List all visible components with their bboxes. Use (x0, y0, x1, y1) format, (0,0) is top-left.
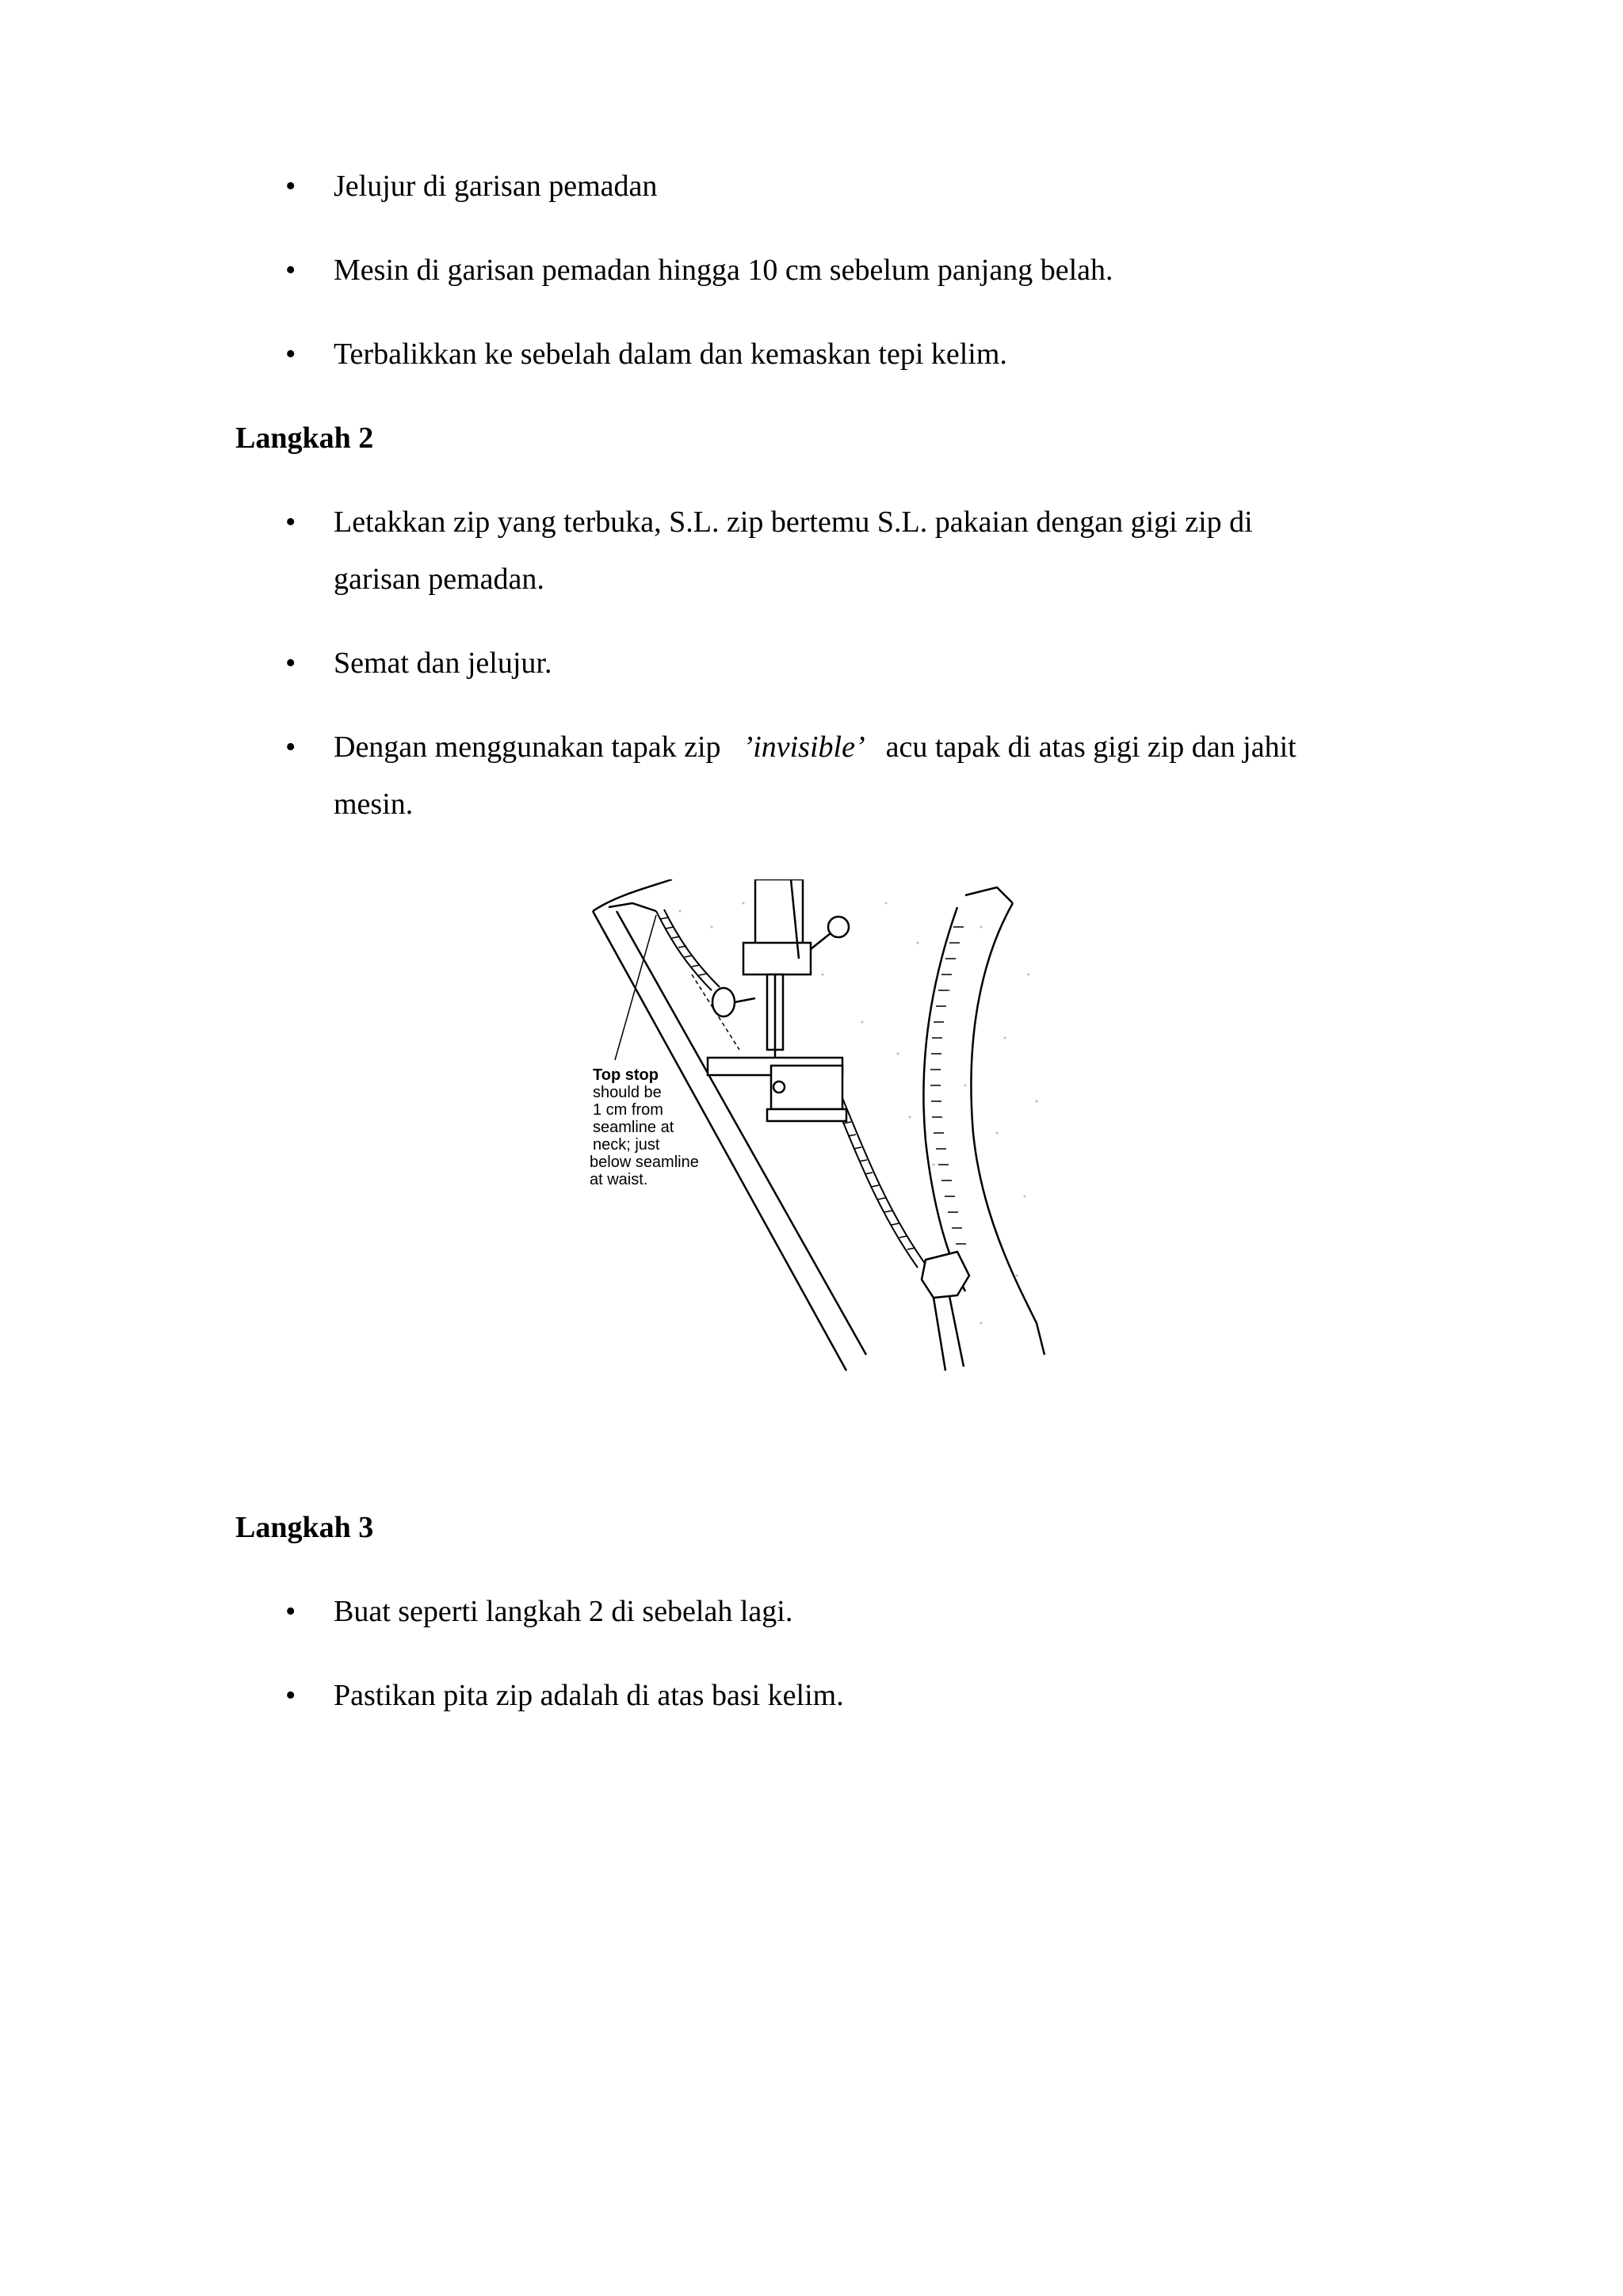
presser-foot (708, 879, 849, 1121)
list-item-text: garisan pemadan. (334, 563, 544, 596)
list-item-text: Semat dan jelujur. (334, 646, 552, 680)
list-item-text: Mesin di garisan pemadan hingga 10 cm sebelum panjang belah. (334, 254, 1113, 287)
list-item-text: Jelujur di garisan pemadan (334, 170, 658, 203)
step-2-heading: Langkah 2 (235, 421, 374, 455)
bullet-icon: • (285, 1595, 296, 1628)
figure-caption (590, 1066, 699, 1188)
bullet-icon: • (285, 505, 296, 539)
caption-line: seamline at (593, 1119, 674, 1136)
list-item-text: Terbalikkan ke sebelah dalam dan kemaskan tepi kelim. (334, 338, 1007, 371)
caption-title: Top stop (593, 1066, 659, 1084)
list-item-text: mesin. (334, 788, 414, 821)
caption-line: at waist. (590, 1171, 648, 1188)
caption-line: should be (593, 1084, 662, 1101)
list-item-text: Pastikan pita zip adalah di atas basi kelim. (334, 1679, 844, 1712)
zip-foot-illustration (585, 879, 1060, 1379)
invisible-term: ’invisible’ (743, 730, 865, 764)
right-zip-teeth-ticks (930, 927, 966, 1244)
list-item-text: Letakkan zip yang terbuka, S.L. zip bertemu S.L. pakaian dengan gigi zip di (334, 505, 1253, 539)
caption-line: neck; just (593, 1136, 660, 1154)
caption-line: below seamline (590, 1154, 699, 1171)
zip-pull (922, 1252, 969, 1371)
bullet-icon: • (285, 254, 296, 287)
bullet-icon: • (285, 338, 296, 371)
caption-line: 1 cm from (593, 1101, 663, 1119)
list-item-text-suffix: acu tapak di atas gigi zip dan jahit (885, 730, 1296, 764)
step-3-heading: Langkah 3 (235, 1511, 374, 1544)
callout-pointer (615, 915, 656, 1060)
list-item-text: Buat seperti langkah 2 di sebelah lagi. (334, 1595, 793, 1628)
list-item-text (334, 719, 1419, 775)
sewing-zip-illustration (585, 879, 1060, 1379)
bullet-icon: • (285, 646, 296, 680)
bullet-icon: • (285, 1679, 296, 1712)
bullet-icon: • (285, 730, 296, 764)
list-item-text-prefix: Dengan menggunakan tapak zip (334, 730, 721, 764)
stipple-shading (679, 902, 1038, 1325)
bullet-icon: • (285, 170, 296, 203)
